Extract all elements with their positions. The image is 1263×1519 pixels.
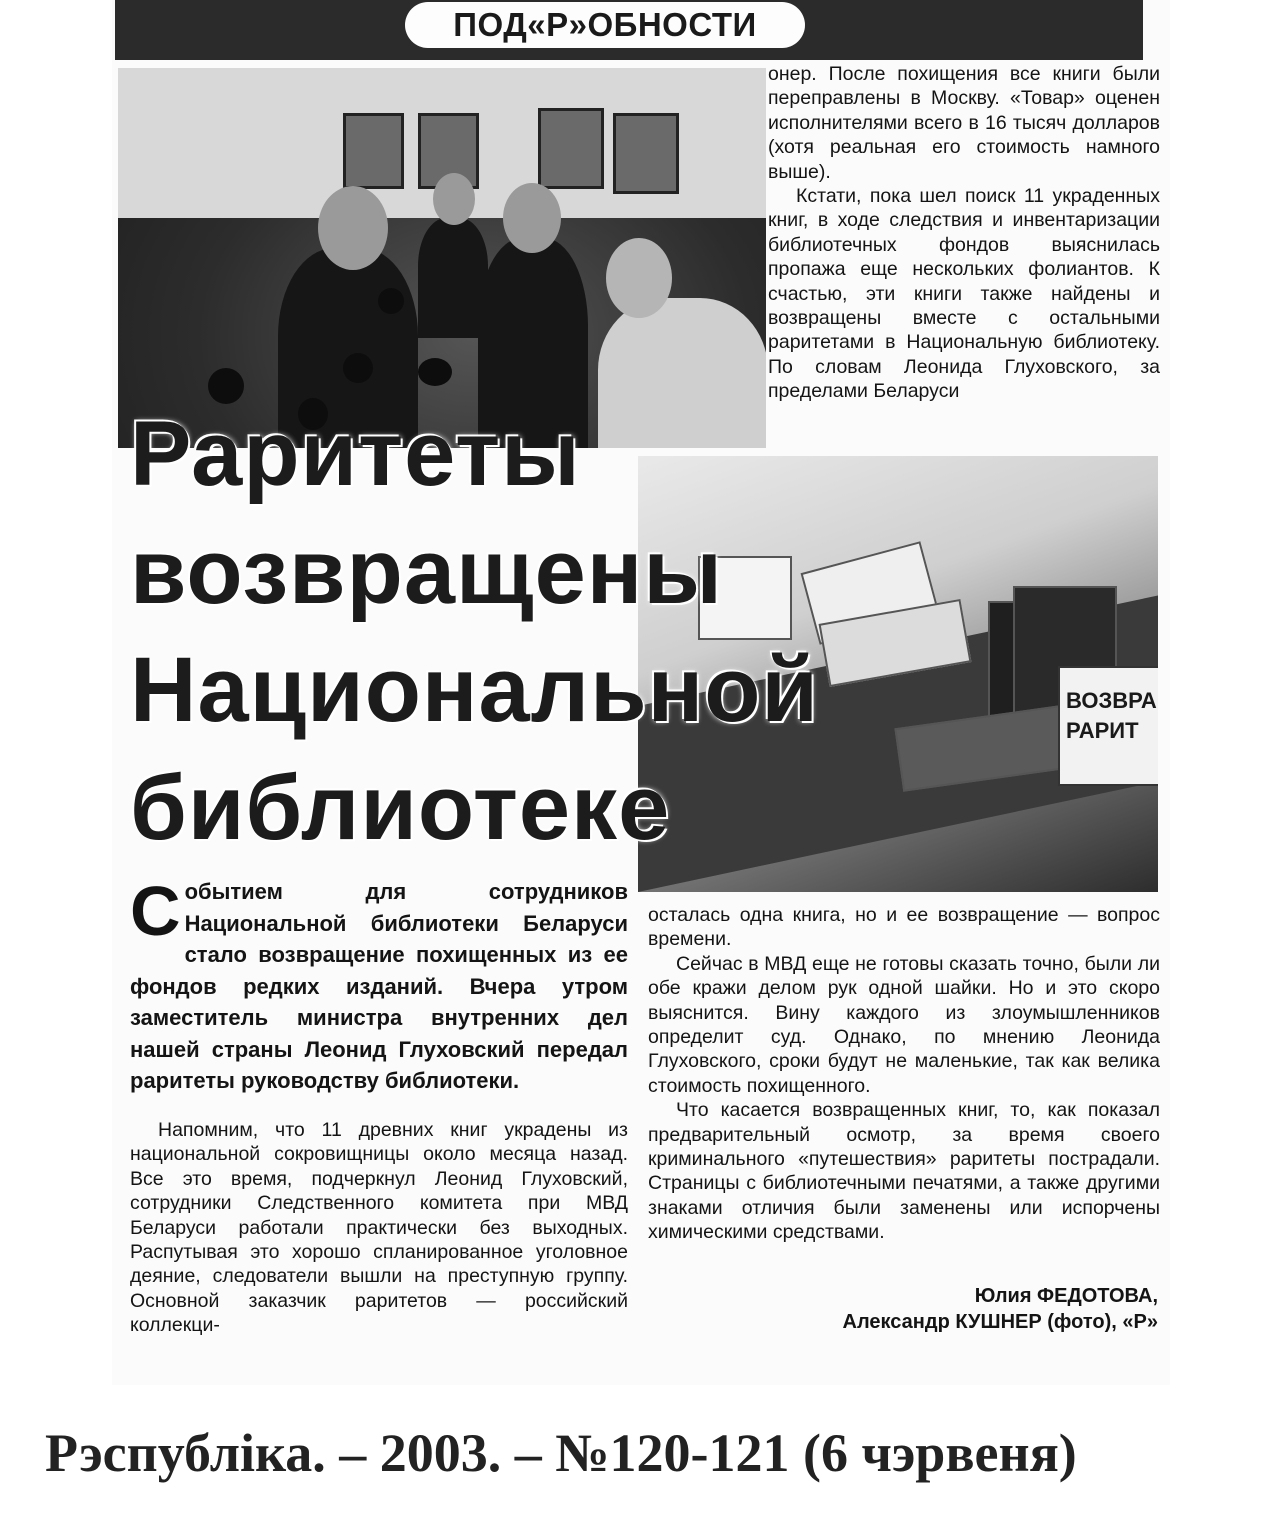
paragraph: онер. После похищения все книги были переправлены в Москву. «Товар» оценен исполнителями всего в 16 тысяч долларов (хотя реальная его стоимость намного выше). xyxy=(768,63,1160,183)
right-bottom-column xyxy=(648,903,1160,1245)
source-citation: Рэспубліка. – 2003. – №120-121 (6 чэрвеня) xyxy=(45,1423,1077,1483)
section-rubric: ПОД«Р»ОБНОСТИ xyxy=(405,2,805,48)
returned-rarities-sign xyxy=(1058,666,1158,786)
headline-line-4: библиотеке xyxy=(130,757,671,859)
right-top-column xyxy=(768,62,1160,404)
paragraph: Что касается возвращенных книг, то, как показал предварительный осмотр, за время своего криминального «путешествия» раритеты пострадали. Страницы с библиотечными печатями, а также другими знаками отличия были заменены или испорчены химическими средствами. xyxy=(648,1099,1160,1244)
byline-author: Юлия ФЕДОТОВА, xyxy=(974,1285,1158,1307)
sign-line-1: ВОЗВРА xyxy=(1066,688,1157,713)
paragraph: Сейчас в МВД еще не готовы сказать точно, были ли обе кражи делом рук одной шайки. Но и это скоро выяснится. Вину каждого из злоумышленников определит суд. Однако, по мнению Леонида Глуховского, сроки будут не маленькие, так как велика стоимость похищенного. xyxy=(648,952,1160,1097)
sign-line-2: РАРИТ xyxy=(1066,718,1139,743)
paragraph: Напомним, что 11 древних книг украдены из национальной сокровищницы около месяца назад. Все это время, подчеркнул Леонид Глуховский, сотрудники Следственного комитета при МВД Беларуси работали практически без выходных. Распутывая это хорошо спланированное уголовное деяние, следователи вышли на преступную группу. Основной заказчик раритетов — российский коллекци- xyxy=(130,1119,628,1337)
headline-line-1: Раритеты xyxy=(130,403,581,505)
left-bottom-column xyxy=(130,1118,628,1338)
article-headline xyxy=(130,395,890,867)
lead-text: обытием для сотрудников Национальной библиотеки Беларуси стало возвращение похищенных из ее фондов редких изданий. Вчера утром заместитель министра внутренних дел нашей страны Леонид Глуховский передал раритеты руководству библиотеки. xyxy=(130,879,628,1093)
headline-line-2: возвращены xyxy=(130,521,723,623)
article-lead xyxy=(130,872,628,1097)
drop-cap: С xyxy=(130,872,181,950)
paragraph: Кстати, пока шел поиск 11 украденных книг, в ходе следствия и инвентаризации библиотечных фондов выяснилась пропажа еще нескольких фолиантов. К счастью, эти книги также найдены и возвращены вместе с остальными раритетами в Национальную библиотеку. По словам Леонида Глуховского, за пределами Беларуси xyxy=(768,185,1160,403)
paragraph: осталась одна книга, но и ее возвращение — вопрос времени. xyxy=(648,904,1160,951)
headline-line-3: Национальной xyxy=(130,639,819,741)
press-conference-photo xyxy=(118,68,766,448)
byline-photographer: Александр КУШНЕР (фото), «Р» xyxy=(842,1311,1158,1333)
article-byline xyxy=(648,1283,1158,1335)
